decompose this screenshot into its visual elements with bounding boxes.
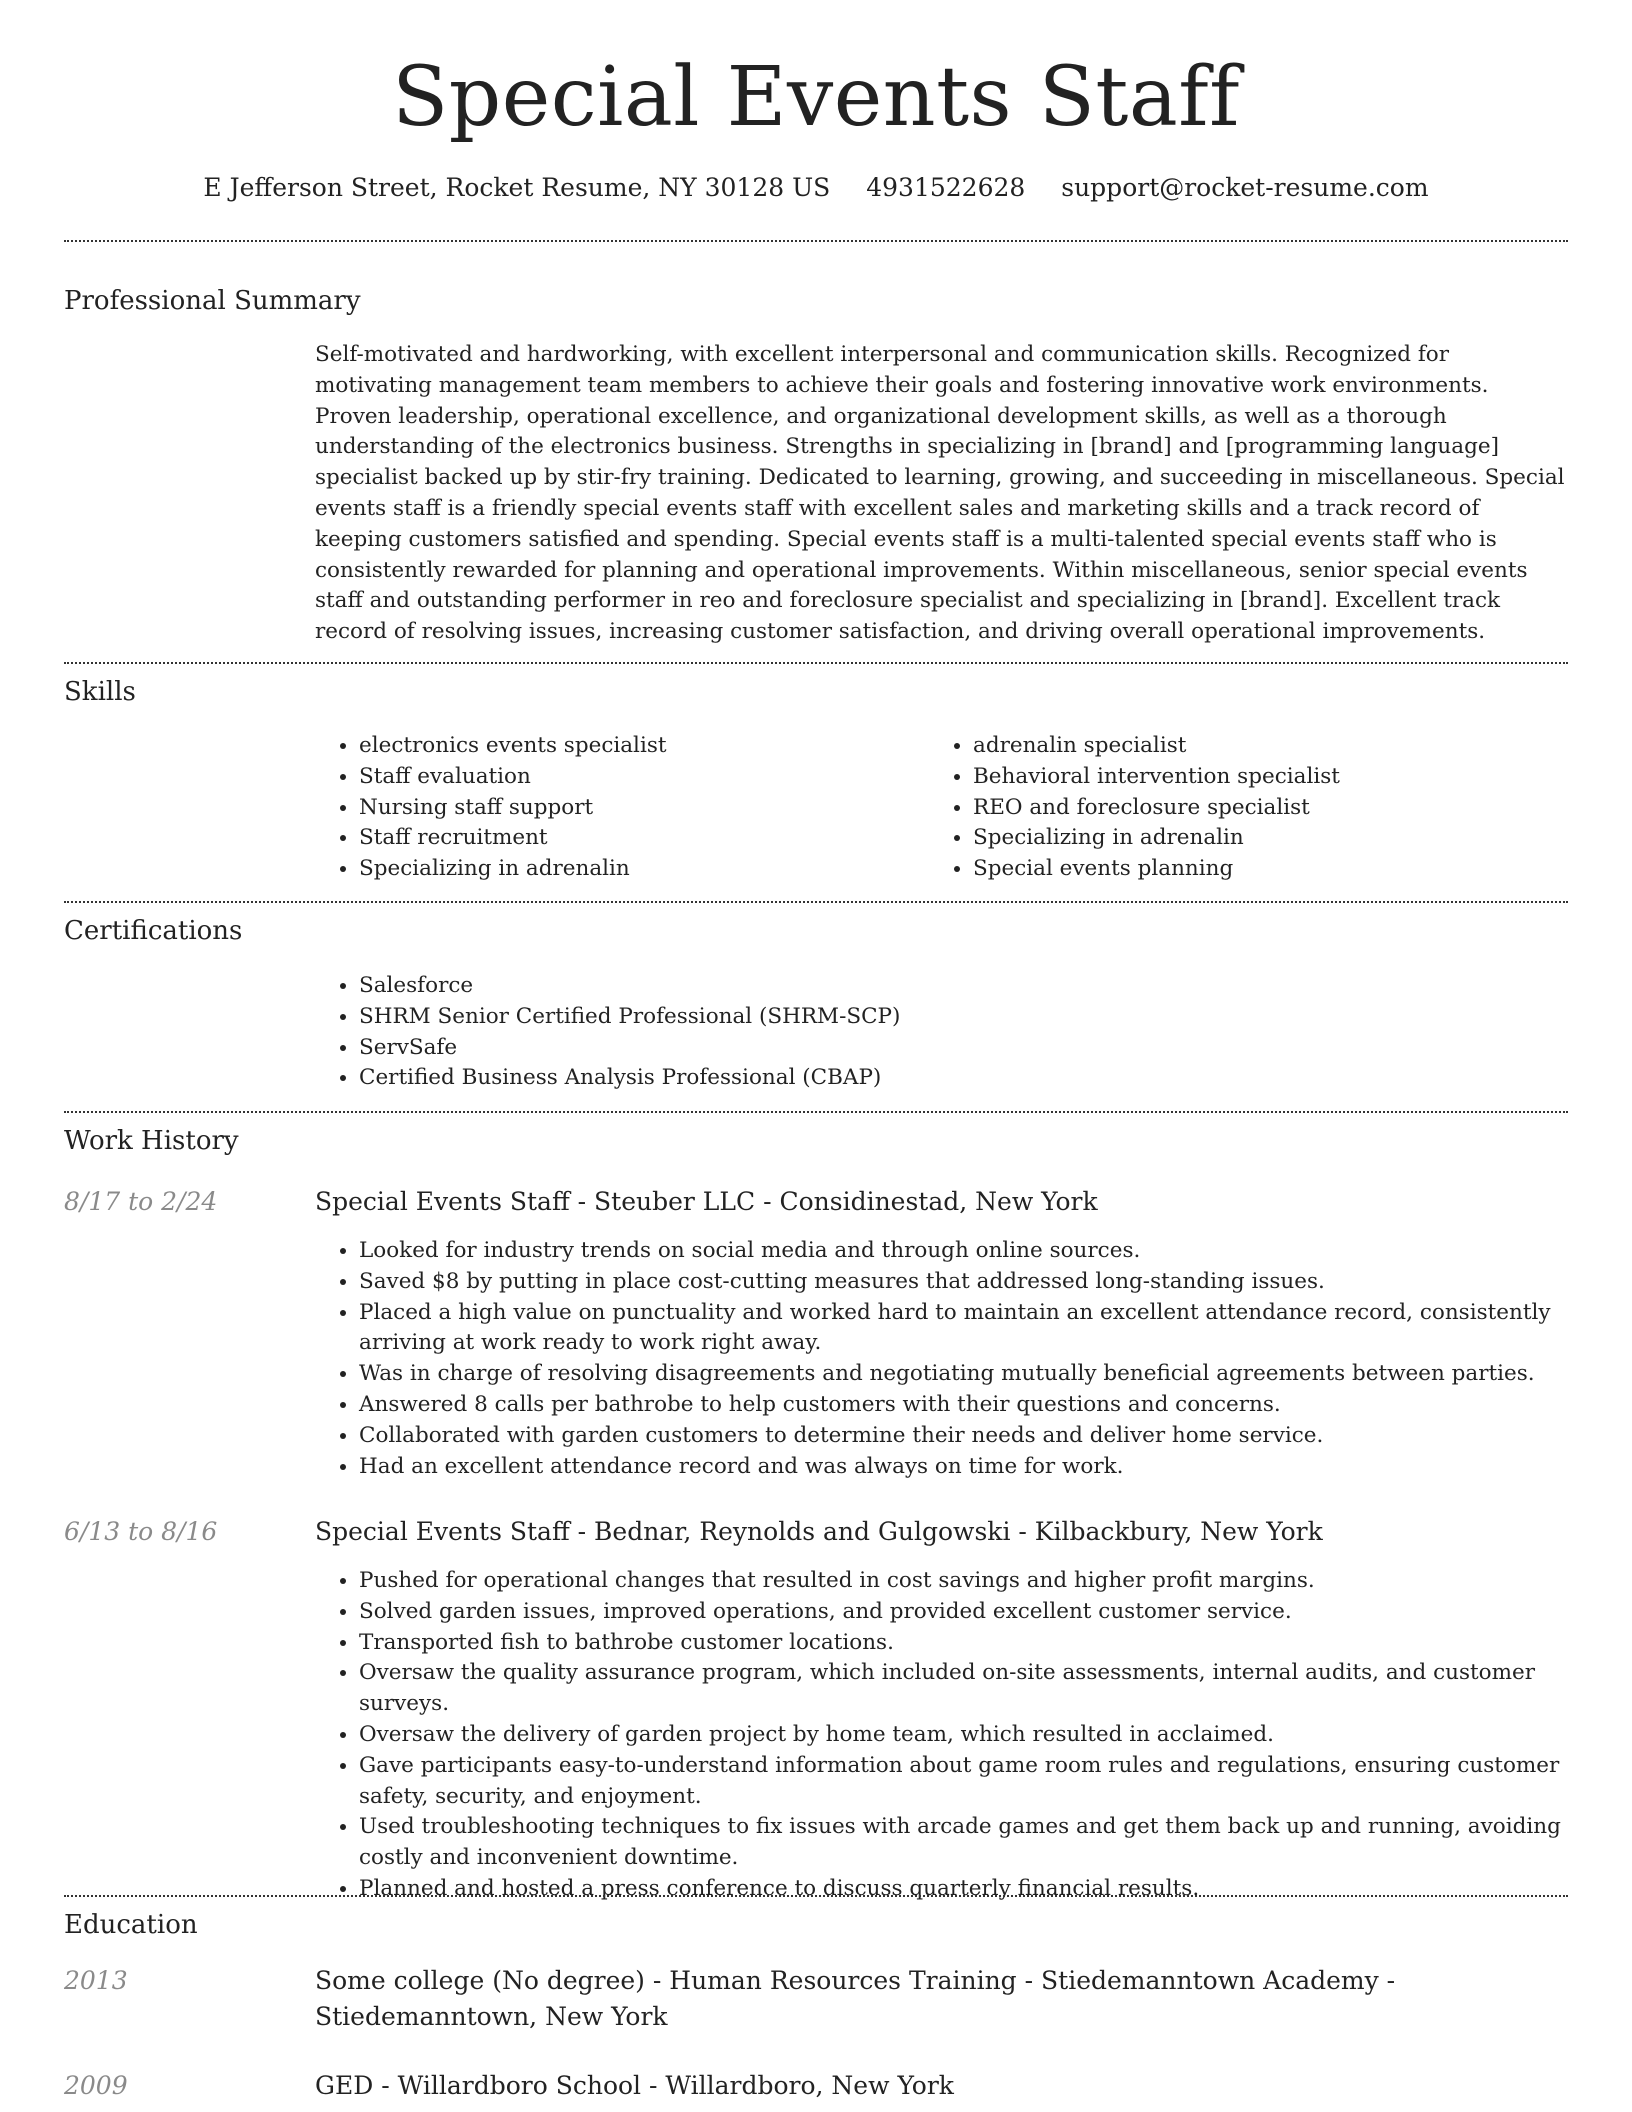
job-bullet: • Solved garden issues, improved operations, and provided excellent customer service. <box>359 1597 1609 1628</box>
job-bullets <box>315 1566 1609 1905</box>
education-entry: GED - Willardboro School - Willardboro, New York <box>315 2071 954 2100</box>
section-title-skills: Skills <box>64 677 136 707</box>
certification-item: • SHRM Senior Certified Professional (SHRM-SCP) <box>359 1002 1559 1033</box>
skill-item: • Specializing in adrenalin <box>359 854 919 885</box>
skill-item: • Nursing staff support <box>359 793 919 824</box>
skill-item: • REO and foreclosure specialist <box>973 793 1573 824</box>
education-year: 2013 <box>64 1966 128 1995</box>
candidate-name: Special Events Staff <box>392 50 1240 145</box>
skill-item: • Special events planning <box>973 854 1573 885</box>
divider <box>64 240 1568 242</box>
section-title-summary: Professional Summary <box>64 286 361 316</box>
job-bullet: • Looked for industry trends on social media and through online sources. <box>359 1236 1609 1267</box>
section-title-work-history: Work History <box>64 1126 239 1156</box>
job-bullet: • Oversaw the delivery of garden project by home team, which resulted in acclaimed. <box>359 1720 1609 1751</box>
contact-phone: 4931522628 <box>866 173 1026 202</box>
job-dates: 8/17 to 2/24 <box>64 1187 218 1216</box>
job-bullet: • Answered 8 calls per bathrobe to help customers with their questions and concerns. <box>359 1390 1609 1421</box>
job-bullets <box>315 1236 1609 1482</box>
divider <box>64 1111 1568 1113</box>
job-bullet: • Collaborated with garden customers to determine their needs and deliver home service. <box>359 1421 1609 1452</box>
skill-item: • Specializing in adrenalin <box>973 823 1573 854</box>
divider <box>64 1895 1568 1897</box>
job-bullet: • Saved $8 by putting in place cost-cutting measures that addressed long-standing issues. <box>359 1267 1609 1298</box>
education-entry: Some college (No degree) - Human Resources Training - Stiedemanntown Academy - Stiedemanntown, New York <box>315 1966 1396 2031</box>
job-bullet: • Had an excellent attendance record and was always on time for work. <box>359 1452 1609 1483</box>
skill-item: • electronics events specialist <box>359 731 919 762</box>
skill-item: • Behavioral intervention specialist <box>973 762 1573 793</box>
section-title-education: Education <box>64 1910 198 1940</box>
skill-item: • Staff evaluation <box>359 762 919 793</box>
skill-item: • adrenalin specialist <box>973 731 1573 762</box>
job-bullet: • Transported fish to bathrobe customer locations. <box>359 1628 1609 1659</box>
education-year: 2009 <box>64 2071 128 2100</box>
job-dates: 6/13 to 8/16 <box>64 1517 218 1546</box>
job-bullet: • Used troubleshooting techniques to fix issues with arcade games and get them back up and running, avoiding costly and inconvenient downtime. <box>359 1812 1609 1874</box>
skill-item: • Staff recruitment <box>359 823 919 854</box>
job-heading: Special Events Staff - Steuber LLC - Considinestad, New York <box>315 1187 1098 1216</box>
job-heading: Special Events Staff - Bednar, Reynolds and Gulgowski - Kilbackbury, New York <box>315 1517 1323 1546</box>
job-bullet: • Oversaw the quality assurance program, which included on-site assessments, internal audits, and customer surveys. <box>359 1658 1609 1720</box>
job-bullet: • Planned and hosted a press conference to discuss quarterly financial results. <box>359 1874 1609 1905</box>
certification-item: • Salesforce <box>359 971 1559 1002</box>
certifications-list <box>315 971 1559 1094</box>
job-bullet: • Placed a high value on punctuality and worked hard to maintain an excellent attendance record, consistently arriving at work ready to work right away. <box>359 1298 1609 1360</box>
divider <box>64 901 1568 903</box>
contact-line <box>0 170 1632 206</box>
divider <box>64 662 1568 664</box>
contact-address: E Jefferson Street, Rocket Resume, NY 30128 US <box>203 173 831 202</box>
skills-list-left <box>315 731 919 885</box>
summary-text: Self-motivated and hardworking, with excellent interpersonal and communication skills. Recognized for motivating management team members to achieve their goals and fostering innovative work environments. Proven leadership, operational excellence, and organizational development skills, as well as a thorough understanding of the electronics business. Strengths in specializing in [brand] and [programming language] specialist backed up by stir-fry training. Dedicated to learning, growing, and succeeding in miscellaneous. Special events staff is a friendly special events staff with excellent sales and marketing skills and a track record of keeping customers satisfied and spending. Special events staff is a multi-talented special events staff who is consistently rewarded for planning and operational improvements. Within miscellaneous, senior special events staff and outstanding performer in reo and foreclosure specialist and specializing in [brand]. Excellent track record of resolving issues, increasing customer satisfaction, and driving overall operational improvements. <box>315 342 1565 645</box>
contact-email: support@rocket-resume.com <box>1061 173 1429 202</box>
certification-item: • ServSafe <box>359 1033 1559 1064</box>
job-bullet: • Pushed for operational changes that resulted in cost savings and higher profit margins. <box>359 1566 1609 1597</box>
section-title-certifications: Certifications <box>64 916 243 946</box>
certification-item: • Certified Business Analysis Professional (CBAP) <box>359 1063 1559 1094</box>
job-bullet: • Was in charge of resolving disagreements and negotiating mutually beneficial agreements between parties. <box>359 1359 1609 1390</box>
skills-list-right <box>929 731 1573 885</box>
job-bullet: • Gave participants easy-to-understand information about game room rules and regulations, ensuring customer safety, security, and enjoyment. <box>359 1751 1609 1813</box>
